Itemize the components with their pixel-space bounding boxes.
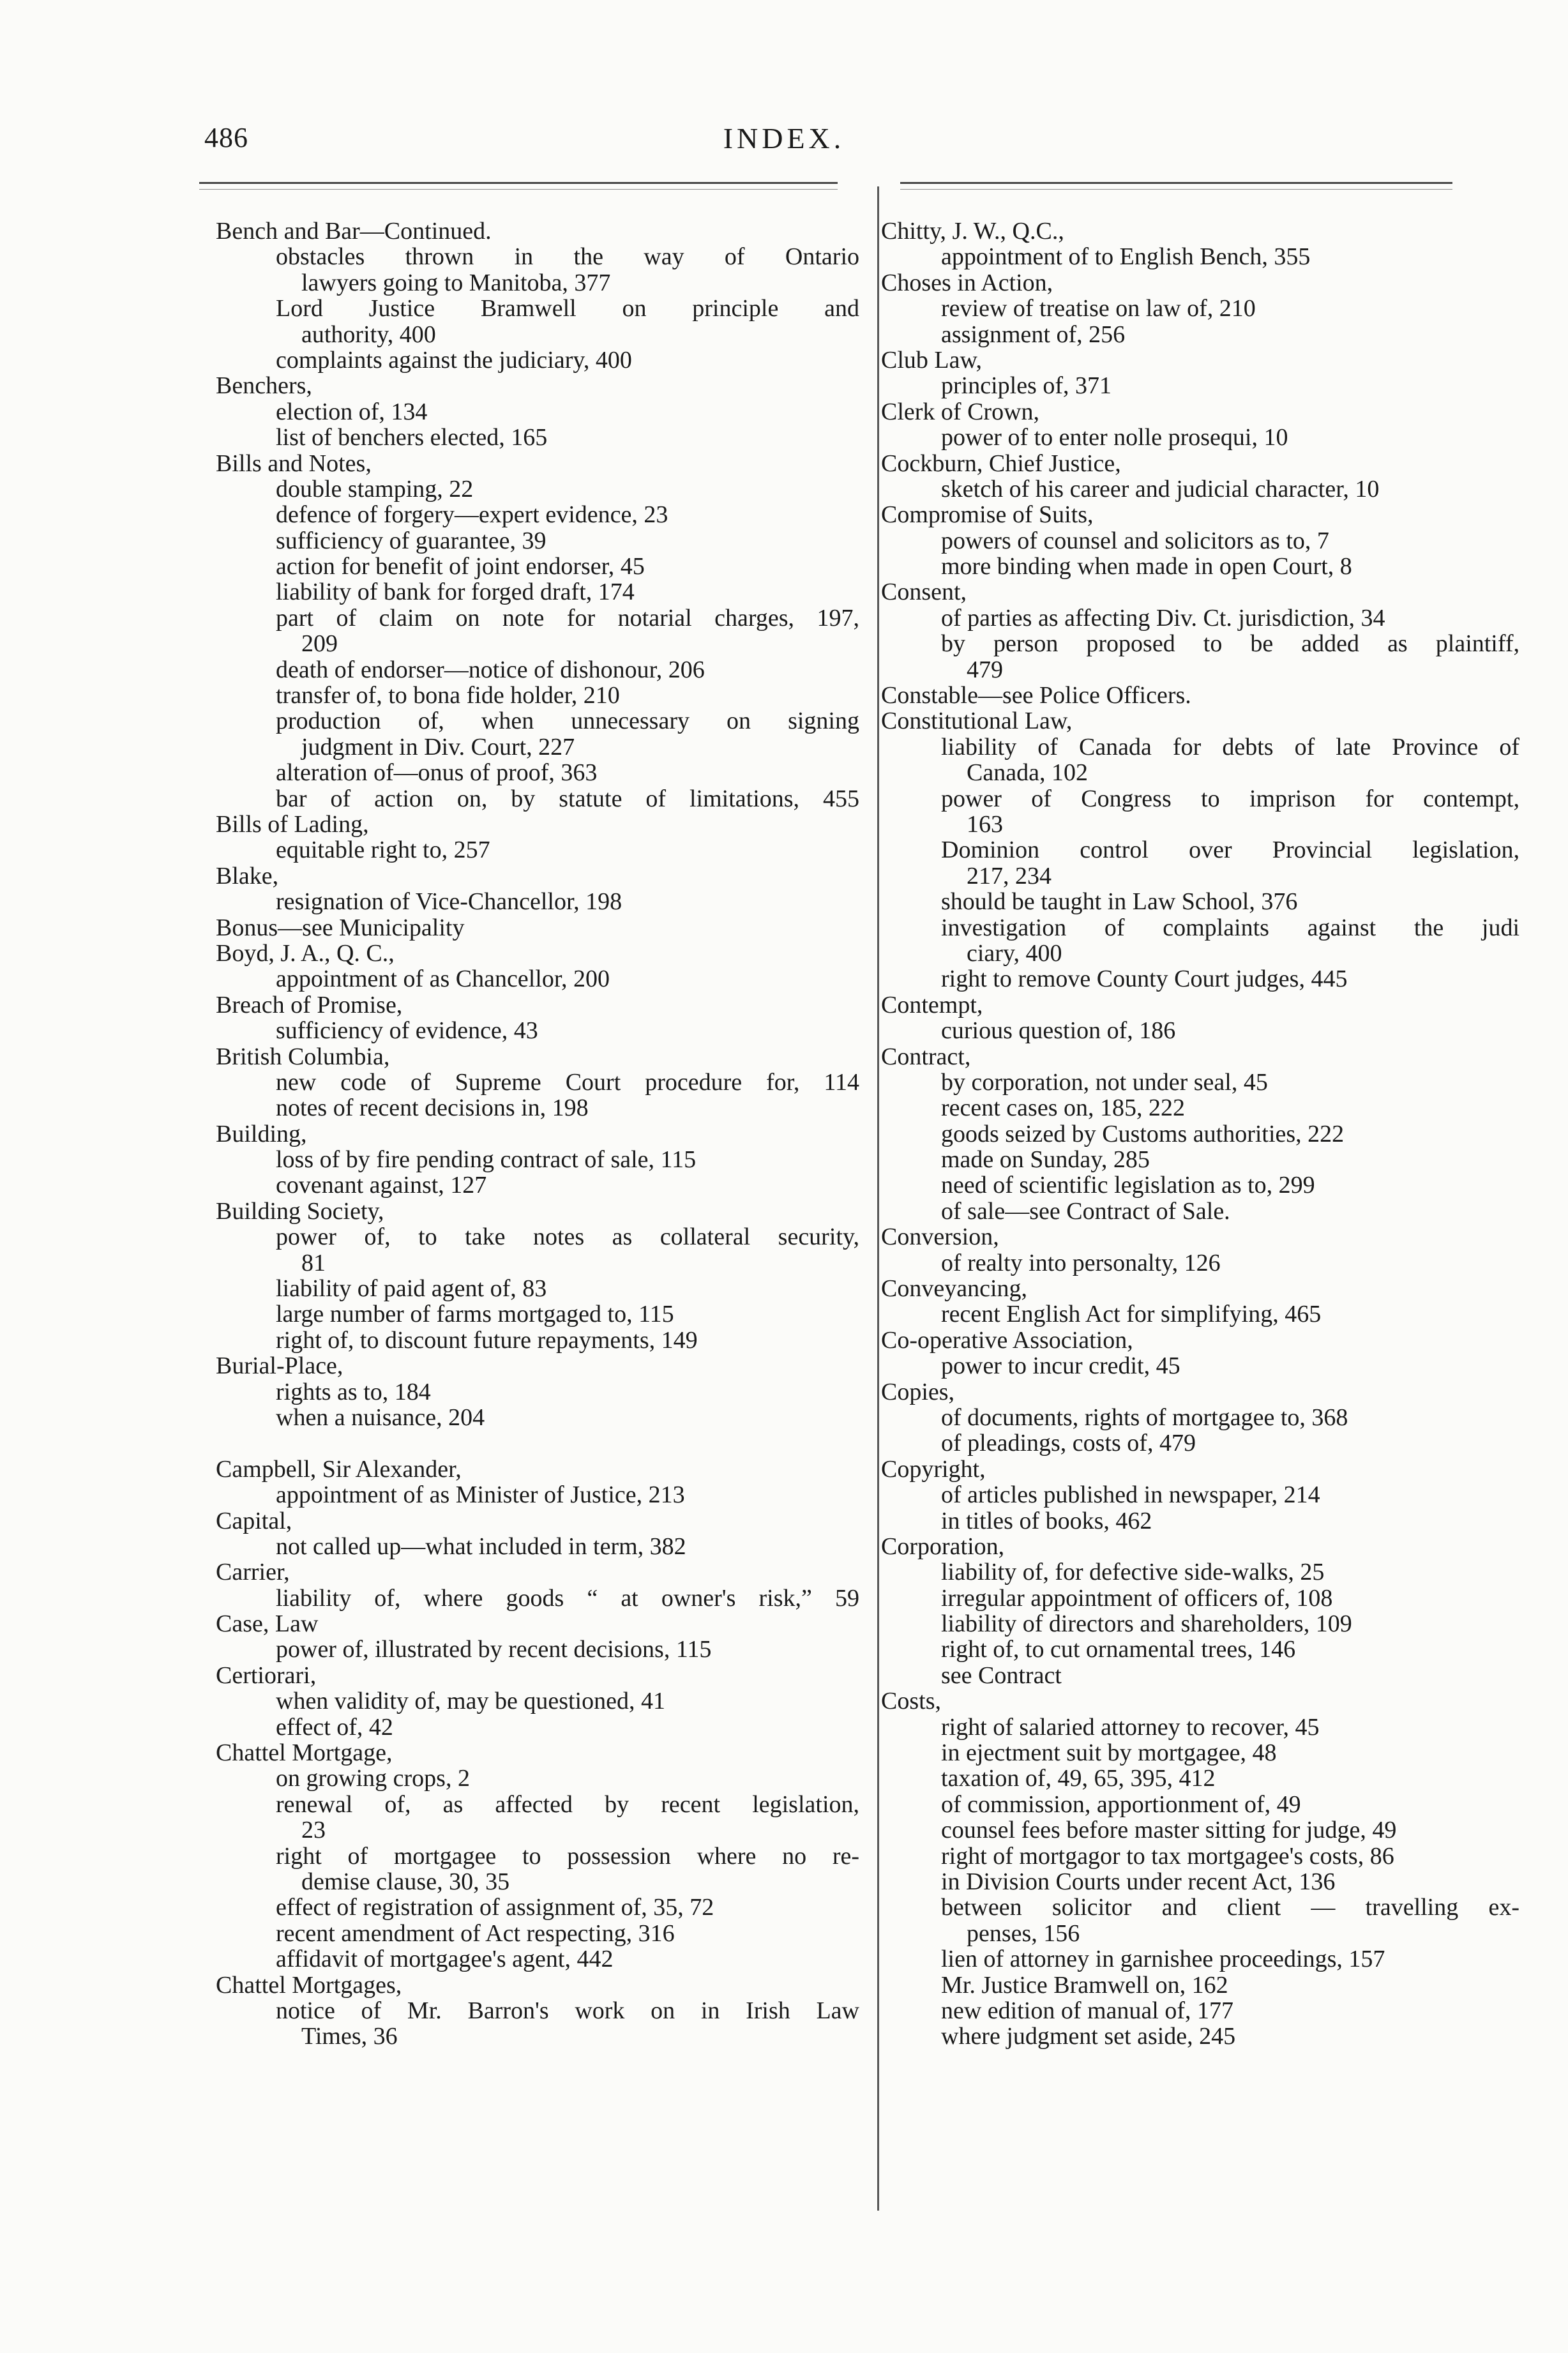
index-subentry: principles of, 371 [941,372,1112,400]
index-heading: Certiorari, [216,1661,317,1689]
index-subentry: sufficiency of evidence, 43 [276,1017,538,1045]
index-subentry: of articles published in newspaper, 214 [941,1481,1320,1509]
index-column-right [881,218,1519,2050]
index-subentry: appointment of as Chancellor, 200 [276,965,610,993]
index-subentry: between solicitor and client — travelling ex- [941,1895,1519,1921]
index-continuation: authority, 400 [301,321,436,348]
index-subentry: in titles of books, 462 [941,1507,1152,1534]
index-subentry: power to incur credit, 45 [941,1352,1180,1380]
index-heading: Chattel Mortgage, [216,1739,393,1767]
index-subentry: power of Congress to imprison for contempt, [941,785,1519,812]
index-subentry: defence of forgery—expert evidence, 23 [276,501,668,529]
index-subentry: affidavit of mortgagee's agent, 442 [276,1946,614,1973]
index-subentry: more binding when made in open Court, 8 [941,553,1352,580]
index-subentry: bar of action on, by statute of limitations, 455 [276,785,859,812]
index-subentry: Mr. Justice Bramwell on, 162 [941,1971,1228,1999]
index-subentry: right to remove County Court judges, 445 [941,965,1348,993]
index-subentry: renewal of, as affected by recent legislation, [276,1791,859,1818]
index-heading: Compromise of Suits, [881,501,1094,529]
index-subentry: appointment of to English Bench, 355 [941,243,1311,271]
index-continuation: ciary, 400 [967,939,1062,967]
index-heading: Carrier, [216,1559,290,1586]
index-heading: Chitty, J. W., Q.C., [881,218,1064,245]
index-subentry: should be taught in Law School, 376 [941,888,1298,916]
index-continuation: 23 [301,1817,326,1844]
index-continuation: judgment in Div. Court, 227 [301,733,575,760]
index-subentry: right of mortgagee to possession where no re- [276,1843,859,1869]
index-heading: Copies, [881,1378,955,1405]
index-subentry: of documents, rights of mortgagee to, 368 [941,1403,1348,1431]
index-continuation: demise clause, 30, 35 [301,1868,510,1895]
index-continuation: 217, 234 [967,862,1052,889]
index-heading: Building Society, [216,1197,384,1225]
index-heading: Constitutional Law, [881,707,1073,735]
index-heading: Breach of Promise, [216,991,403,1018]
index-heading: Co-operative Association, [881,1326,1133,1354]
index-subentry: right of mortgagor to tax mortgagee's costs, 86 [941,1842,1394,1870]
index-subentry: in ejectment suit by mortgagee, 48 [941,1739,1277,1767]
index-subentry: not called up—what included in term, 382 [276,1532,686,1560]
index-subentry: made on Sunday, 285 [941,1146,1150,1174]
index-subentry: rights as to, 184 [276,1378,431,1405]
index-subentry: liability of bank for forged draft, 174 [276,579,635,606]
header-rule-left [199,182,838,184]
index-subentry: see Contract [941,1661,1062,1689]
index-subentry: election of, 134 [276,398,428,425]
index-subentry: counsel fees before master sitting for judge, 49 [941,1817,1397,1844]
index-subentry: transfer of, to bona fide holder, 210 [276,682,620,709]
index-subentry: notes of recent decisions in, 198 [276,1094,589,1122]
index-subentry: Lord Justice Bramwell on principle and [276,296,859,322]
index-subentry: recent cases on, 185, 222 [941,1094,1185,1122]
index-subentry: irregular appointment of officers of, 108 [941,1584,1333,1612]
index-subentry: recent English Act for simplifying, 465 [941,1301,1322,1328]
index-subentry: covenant against, 127 [276,1172,487,1199]
index-continuation: 163 [967,810,1003,838]
index-heading: Bench and Bar—Continued. [216,218,492,245]
index-subentry: when a nuisance, 204 [276,1403,485,1431]
index-heading: Building, [216,1120,307,1147]
index-subentry: large number of farms mortgaged to, 115 [276,1301,674,1328]
index-subentry: complaints against the judiciary, 400 [276,346,632,374]
index-heading: Choses in Action, [881,269,1053,296]
index-subentry: equitable right to, 257 [276,836,490,864]
index-subentry: new edition of manual of, 177 [941,1997,1234,2024]
index-continuation: penses, 156 [967,1919,1080,1947]
index-subentry: taxation of, 49, 65, 395, 412 [941,1765,1216,1792]
index-continuation: lawyers going to Manitoba, 377 [301,269,611,296]
index-heading: Campbell, Sir Alexander, [216,1455,462,1483]
index-continuation: 81 [301,1249,326,1276]
index-subentry: effect of, 42 [276,1713,393,1741]
index-heading: Club Law, [881,346,982,374]
index-subentry: liability of, where goods “ at owner's risk,” 59 [276,1585,859,1612]
index-subentry: of sale—see Contract of Sale. [941,1197,1230,1225]
index-subentry: of realty into personalty, 126 [941,1249,1221,1276]
index-subentry: notice of Mr. Barron's work on in Irish Law [276,1997,859,2024]
index-heading: Consent, [881,579,967,606]
index-heading: Chattel Mortgages, [216,1971,402,1999]
page-number: 486 [204,122,248,153]
index-heading: Copyright, [881,1455,986,1483]
index-subentry: curious question of, 186 [941,1017,1176,1045]
index-heading: Burial-Place, [216,1352,343,1380]
index-spacer [216,1430,859,1456]
index-subentry: in Division Courts under recent Act, 136 [941,1868,1336,1895]
index-subentry: obstacles thrown in the way of Ontario [276,244,859,270]
index-subentry: sufficiency of guarantee, 39 [276,527,547,554]
index-heading: Blake, [216,862,279,889]
index-subentry: double stamping, 22 [276,475,474,503]
index-subentry: right of salaried attorney to recover, 45 [941,1713,1320,1741]
index-heading: Conveyancing, [881,1275,1028,1303]
index-heading: British Columbia, [216,1043,390,1070]
index-subentry: part of claim on note for notarial charges, 197, [276,605,859,632]
index-subentry: effect of registration of assignment of, 35, 72 [276,1894,714,1921]
index-subentry: liability of Canada for debts of late Province of [941,734,1519,760]
header-rule-right-thin [900,189,1452,190]
index-subentry: alteration of—onus of proof, 363 [276,759,598,787]
index-subentry: by corporation, not under seal, 45 [941,1068,1268,1096]
index-heading: Costs, [881,1688,941,1715]
index-subentry: where judgment set aside, 245 [941,2023,1236,2050]
header-rule-left-thin [199,189,838,190]
index-continuation: Times, 36 [301,2023,398,2050]
index-subentry: power of, to take notes as collateral security, [276,1224,859,1250]
index-subentry: review of treatise on law of, 210 [941,295,1256,322]
index-subentry: new code of Supreme Court procedure for, 114 [276,1069,859,1096]
index-subentry: appointment of as Minister of Justice, 213 [276,1481,685,1509]
index-heading: Bonus—see Municipality [216,914,465,941]
index-subentry: on growing crops, 2 [276,1765,470,1792]
index-subentry: action for benefit of joint endorser, 45 [276,553,645,580]
index-heading: Contract, [881,1043,971,1070]
index-continuation: Canada, 102 [967,759,1088,787]
index-heading: Cockburn, Chief Justice, [881,450,1121,477]
index-subentry: power of, illustrated by recent decisions, 115 [276,1636,712,1663]
index-column-left [216,218,859,2050]
index-heading: Bills of Lading, [216,810,369,838]
index-subentry: Dominion control over Provincial legislation, [941,837,1519,863]
index-subentry: by person proposed to be added as plaintiff, [941,631,1519,657]
index-subentry: right of, to discount future repayments, 149 [276,1326,698,1354]
running-head: INDEX. [723,122,845,155]
index-subentry: of pleadings, costs of, 479 [941,1430,1196,1457]
index-heading: Conversion, [881,1223,999,1251]
index-subentry: need of scientific legislation as to, 299 [941,1172,1315,1199]
index-subentry: lien of attorney in garnishee proceedings, 157 [941,1946,1385,1973]
index-subentry: liability of paid agent of, 83 [276,1275,547,1303]
header-rule-right [900,182,1452,184]
index-subentry: death of endorser—notice of dishonour, 206 [276,656,705,683]
index-heading: Corporation, [881,1532,1005,1560]
index-subentry: investigation of complaints against the judi [941,914,1519,941]
index-subentry: sketch of his career and judicial character, 10 [941,475,1380,503]
index-heading: Capital, [216,1507,292,1534]
index-subentry: resignation of Vice-Chancellor, 198 [276,888,622,916]
index-heading: Benchers, [216,372,312,400]
index-continuation: 209 [301,630,338,658]
index-subentry: powers of counsel and solicitors as to, 7 [941,527,1329,554]
index-continuation: 479 [967,656,1003,683]
index-heading: Clerk of Crown, [881,398,1040,425]
index-subentry: loss of by fire pending contract of sale, 115 [276,1146,697,1174]
index-subentry: liability of, for defective side-walks, 25 [941,1559,1325,1586]
column-divider [877,186,879,2211]
index-subentry: of commission, apportionment of, 49 [941,1790,1301,1818]
index-heading: Bills and Notes, [216,450,372,477]
index-heading: Constable—see Police Officers. [881,682,1191,709]
index-subentry: recent amendment of Act respecting, 316 [276,1919,675,1947]
index-subentry: power of to enter nolle prosequi, 10 [941,424,1288,451]
index-subentry: liability of directors and shareholders, 109 [941,1610,1352,1638]
index-subentry: when validity of, may be questioned, 41 [276,1688,665,1715]
index-heading: Boyd, J. A., Q. C., [216,939,395,967]
index-subentry: right of, to cut ornamental trees, 146 [941,1636,1296,1663]
index-subentry: goods seized by Customs authorities, 222 [941,1120,1345,1147]
index-subentry: production of, when unnecessary on signing [276,708,859,734]
index-subentry: assignment of, 256 [941,321,1126,348]
index-heading: Case, Law [216,1610,319,1638]
index-heading: Contempt, [881,991,983,1018]
index-subentry: list of benchers elected, 165 [276,424,548,451]
index-subentry: of parties as affecting Div. Ct. jurisdiction, 34 [941,604,1385,632]
